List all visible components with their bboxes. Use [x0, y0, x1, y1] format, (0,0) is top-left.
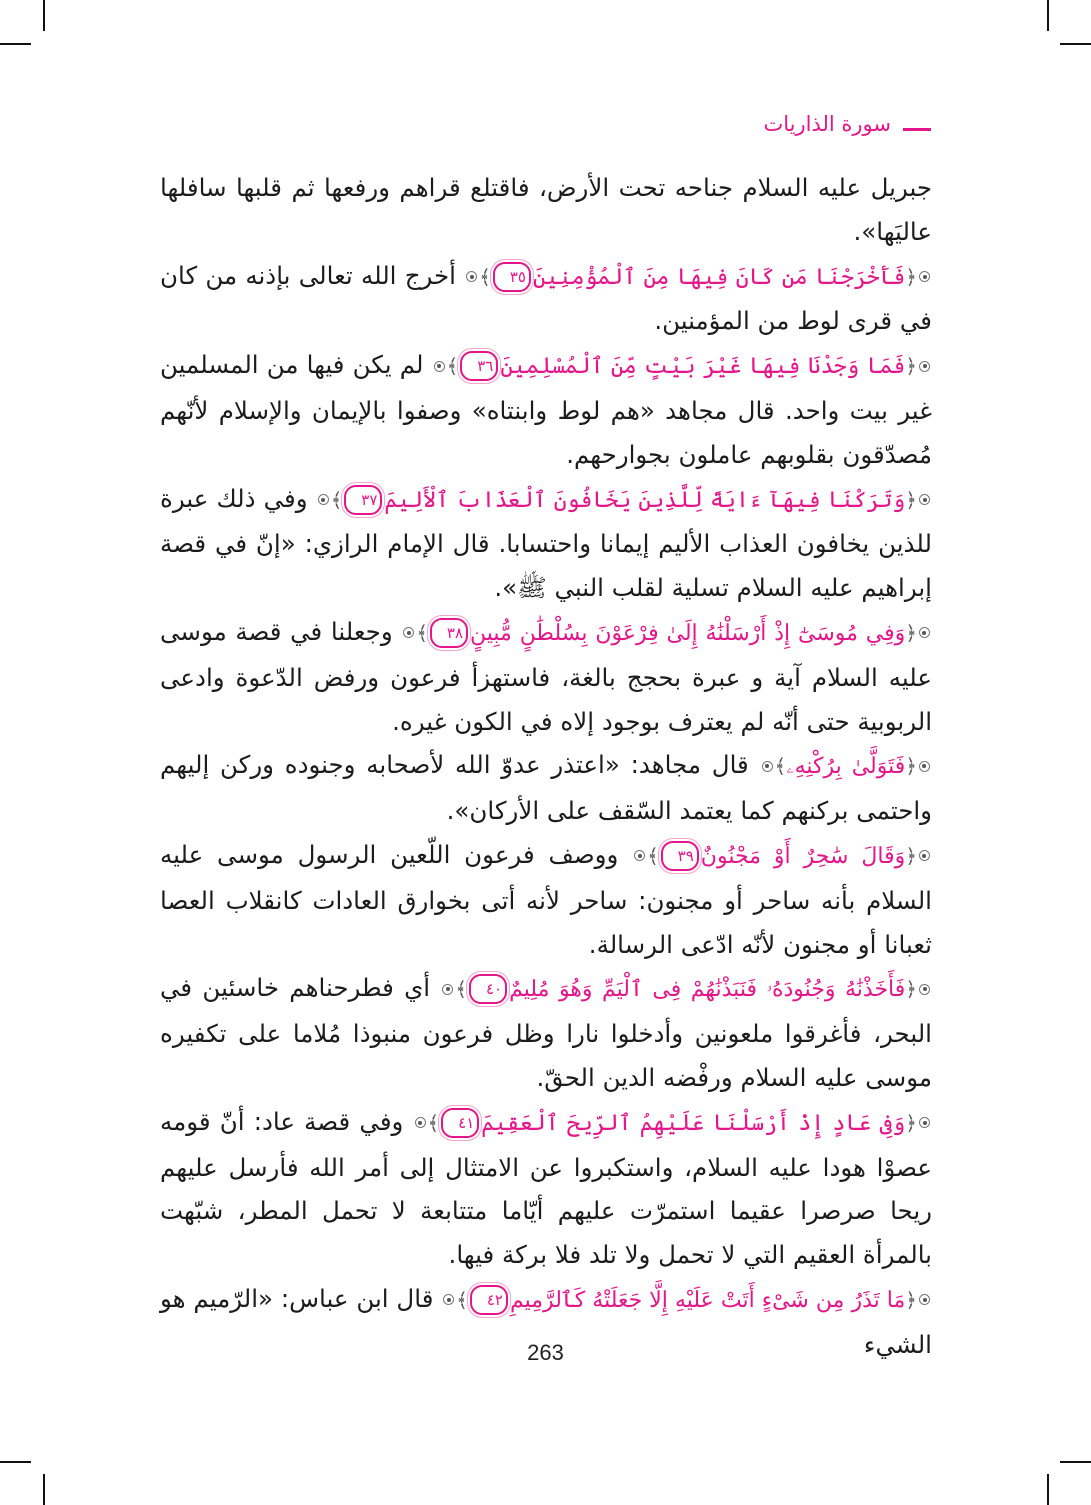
quran-verse: وَتَرَكْنَا فِيهَآ ءَايَةً لِّلَّذِينَ يَخَافُونَ ٱلْعَذَابَ ٱلْأَلِيمَ: [384, 487, 906, 513]
crop-mark-top-right-horizontal: [1060, 43, 1091, 45]
open-bracket: ﴿: [905, 620, 917, 645]
quran-verse: فَتَوَلَّىٰ بِرُكْنِهِۦ: [786, 754, 906, 780]
verse-paragraph: [160, 743, 932, 833]
verse-paragraph: [160, 343, 932, 476]
verse-paragraph: [160, 477, 932, 610]
bracket-ornament-icon: [762, 761, 773, 772]
bracket-ornament-icon: [403, 627, 414, 638]
bracket-ornament-icon: [919, 627, 930, 638]
close-bracket: ﴾: [456, 1287, 468, 1312]
verse-number-medallion: ٣٩: [661, 841, 699, 871]
quran-verse: وَقَالَ سَٰحِرٌ أَوْ مَجْنُونٌ: [700, 843, 906, 869]
open-bracket: ﴿: [905, 487, 917, 512]
header-rule: [903, 128, 931, 131]
running-header: [763, 112, 931, 136]
open-bracket: ﴿: [905, 354, 917, 379]
crop-mark-top-left-vertical: [43, 0, 45, 31]
close-bracket: ﴾: [446, 354, 459, 379]
bracket-ornament-icon: [443, 1294, 454, 1305]
close-bracket: ﴾: [455, 977, 468, 1002]
bracket-ornament-icon: [919, 271, 930, 282]
verse-number-medallion: ٣٨: [430, 618, 468, 648]
open-bracket: ﴿: [905, 754, 917, 779]
verse-paragraph: [160, 966, 932, 1099]
verse-number-medallion: ٤٠: [469, 974, 507, 1004]
verse-number-medallion: ٤١: [441, 1108, 479, 1138]
quran-verse: مَا تَذَرُ مِن شَىْءٍ أَتَتْ عَلَيْهِ إِلَّا جَعَلَتْهُ كَٱلرَّمِيمِ: [509, 1287, 906, 1313]
quran-verse: فَأَخَذْنَٰهُ وَجُنُودَهُۥ فَنَبَذْنَٰهُمْ فِى ٱلْيَمِّ وَهُوَ مُلِيمٌ: [509, 977, 906, 1003]
open-bracket: ﴿: [905, 264, 917, 289]
close-bracket: ﴾: [647, 843, 659, 868]
commentary-text: أي فطرحناهم خاسئين في البحر، فأغرقوا ملعونين وأدخلوا نارا وظل فرعون منبوذا مُلاما على تكفيره موسى عليه السلام ورفْضه الدين الحقّ.: [160, 973, 932, 1092]
close-bracket: ﴾: [427, 1110, 440, 1135]
close-bracket: ﴾: [479, 264, 491, 289]
verse-number-medallion: ٣٦: [460, 351, 498, 381]
open-bracket: ﴿: [905, 977, 917, 1002]
crop-mark-bottom-left-horizontal: [0, 1461, 31, 1463]
bracket-ornament-icon: [919, 361, 930, 372]
verse-paragraph: [160, 610, 932, 743]
commentary-text: قال ابن عباس: «الرّميم هو الشيء: [160, 1283, 932, 1359]
crop-mark-top-right-vertical: [1047, 0, 1049, 31]
commentary-text: أخرج الله تعالى بإذنه من كان في قرى لوط من المؤمنين.: [160, 260, 932, 336]
commentary-text: لم يكن فيها من المسلمين غير بيت واحد. قال مجاهد «هم لوط وابنتاه» وصفوا بالإيمان والإسلام لأنّهم مُصدّقون بقلوبهم عاملون بجوارحهم.: [160, 350, 932, 469]
open-bracket: ﴿: [905, 843, 917, 868]
bracket-ornament-icon: [634, 850, 645, 861]
bracket-ornament-icon: [434, 361, 445, 372]
verse-paragraph: [160, 833, 932, 966]
verse-paragraph: [160, 1100, 932, 1277]
commentary-text: ووصف فرعون اللّعين الرسول موسى عليه السلام بأنه ساحر أو مجنون: ساحر لأنه أتى بخوارق العادات كانقلاب العصا ثعبانا أو مجنون لأنّه ادّعى الرسالة.: [160, 839, 932, 959]
verse-number-medallion: ٣٥: [493, 262, 531, 292]
bracket-ornament-icon: [919, 984, 930, 995]
bracket-ornament-icon: [919, 494, 930, 505]
commentary-text: وفي ذلك عبرة للذين يخافون العذاب الأليم إيمانا واحتسابا. قال الإمام الرازي: «إنّ في قصة إبراهيم عليه السلام تسلية لقلب النبي ﷺ».: [160, 483, 932, 603]
bracket-ornament-icon: [442, 984, 453, 995]
quran-verse: فَمَا وَجَدْنَا فِيهَا غَيْرَ بَيْتٍ مِّنَ ٱلْمُسْلِمِينَ: [500, 354, 906, 380]
crop-mark-top-left-horizontal: [0, 43, 31, 45]
commentary-text: وجعلنا في قصة موسى عليه السلام آية و عبرة بحجج بالغة، فاستهزأ فرعون ورفض الدّعوة وادعى الربوبية حتى أنّه لم يعترف بوجود إلاه في الكون غيره.: [160, 616, 932, 736]
quran-verse: فَأَخْرَجْنَا مَن كَانَ فِيهَا مِنَ ٱلْمُؤْمِنِينَ: [532, 264, 906, 290]
bracket-ornament-icon: [466, 271, 477, 282]
commentary-body: [160, 166, 932, 1367]
verse-paragraph: [160, 254, 932, 344]
commentary-text: جبريل عليه السلام جناحه تحت الأرض، فاقتلع قراهم ورفعها ثم قلبها سافلها عاليَها».: [160, 173, 932, 246]
bracket-ornament-icon: [919, 761, 930, 772]
page-number: 263: [527, 1340, 564, 1365]
quran-verse: وَفِي مُوسَىٰٓ إِذْ أَرْسَلْنَٰهُ إِلَىٰ فِرْعَوْنَ بِسُلْطَٰنٍ مُّبِينٍ: [470, 620, 906, 646]
close-bracket: ﴾: [416, 620, 429, 645]
commentary-text: وفي قصة عاد: أنّ قومه عصوْا هودا عليه السلام، واستكبروا عن الامتثال إلى أمر الله فأرسل عليهم ريحا صرصرا عقيما استمرّت عليهم أيّاما متتابعة لا تحمل المطر، شبّهت بالمرأة العقيم التي لا تحمل ولا تلد فلا بركة فيها.: [160, 1106, 932, 1270]
verse-number-medallion: ٤٢: [470, 1285, 508, 1315]
quran-verse: وَفِى عَادٍ إِذْ أَرْسَلْنَا عَلَيْهِمُ ٱلرِّيحَ ٱلْعَقِيمَ: [481, 1110, 906, 1136]
close-bracket: ﴾: [330, 487, 343, 512]
crop-mark-bottom-left-vertical: [43, 1474, 45, 1505]
open-bracket: ﴿: [905, 1287, 917, 1312]
surah-title: سورة الذاريات: [763, 112, 891, 136]
crop-mark-bottom-right-vertical: [1047, 1474, 1049, 1505]
bracket-ornament-icon: [318, 494, 329, 505]
close-bracket: ﴾: [774, 754, 787, 779]
commentary-text: قال مجاهد: «اعتذر عدوّ الله لأصحابه وجنوده وركن إليهم واحتمى بركنهم كما يعتمد السّقف على الأركان».: [160, 750, 932, 826]
bracket-ornament-icon: [919, 850, 930, 861]
paragraph-continuation: [160, 166, 932, 254]
verse-number-medallion: ٣٧: [344, 485, 382, 515]
open-bracket: ﴿: [905, 1110, 917, 1135]
crop-mark-bottom-right-horizontal: [1060, 1461, 1091, 1463]
bracket-ornament-icon: [919, 1294, 930, 1305]
bracket-ornament-icon: [415, 1117, 426, 1128]
bracket-ornament-icon: [919, 1117, 930, 1128]
